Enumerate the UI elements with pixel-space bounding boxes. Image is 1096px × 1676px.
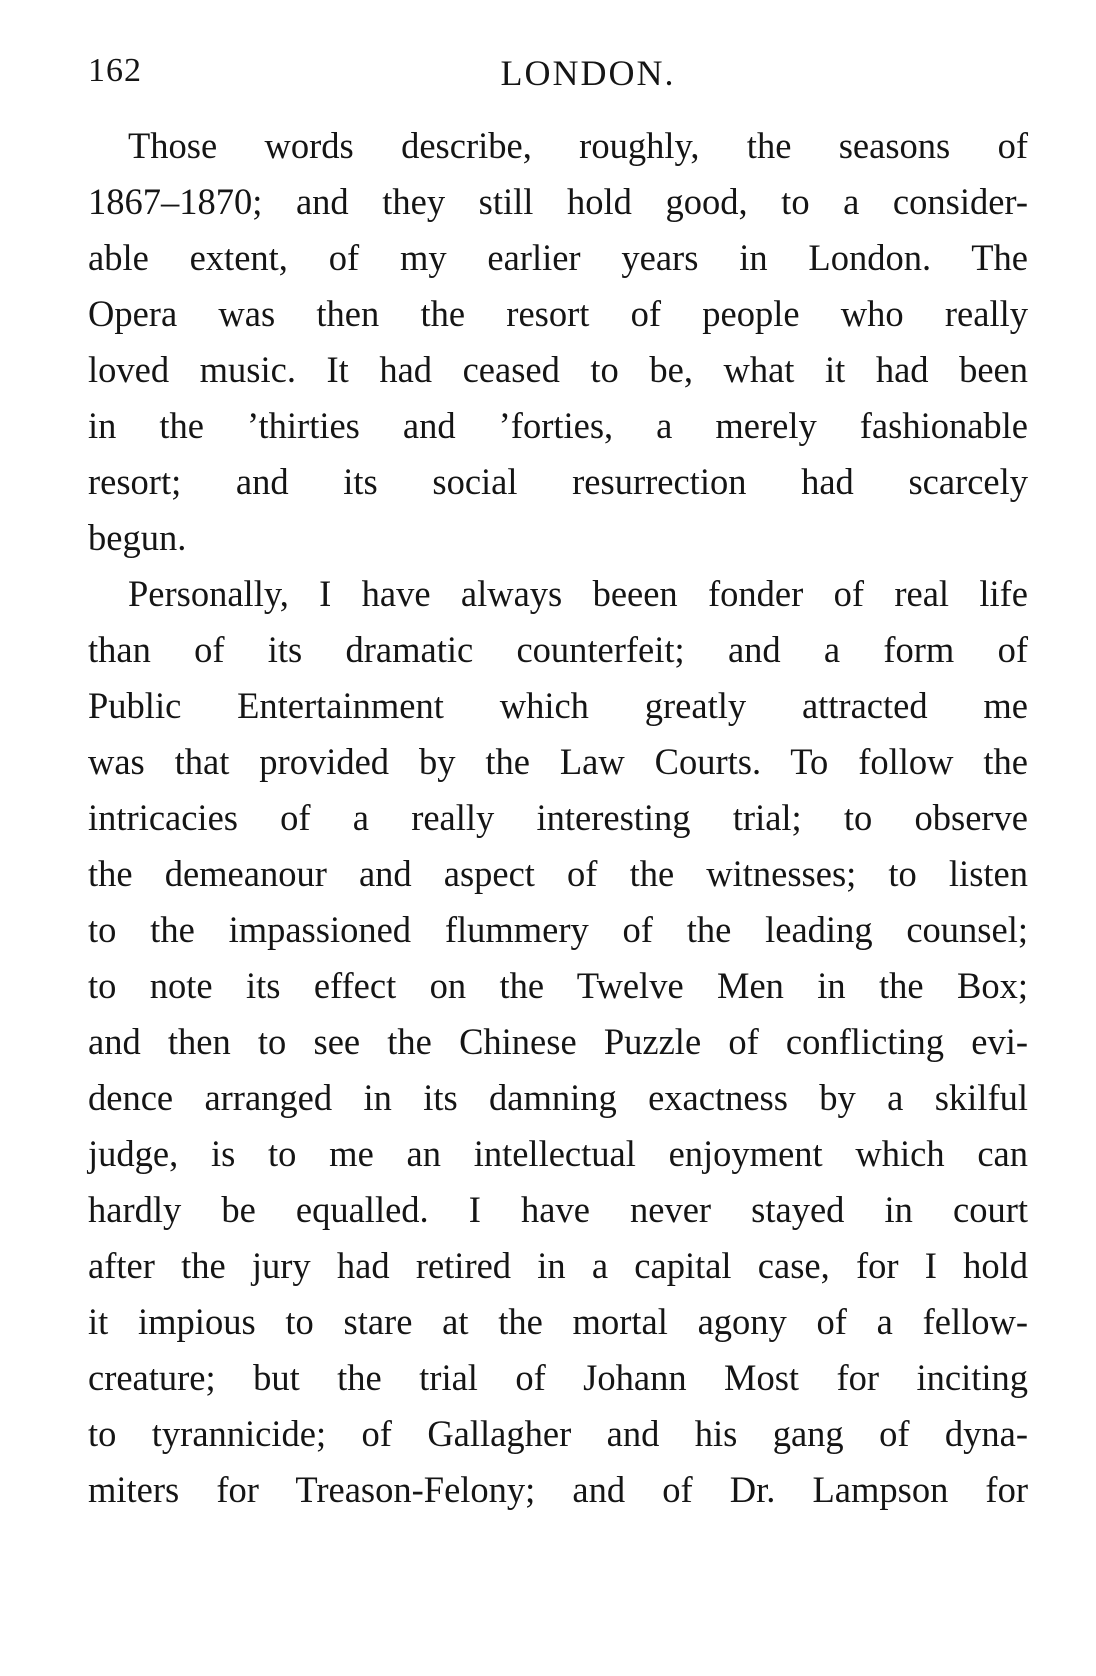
text-line: to the impassioned flummery of the leading counsel; [88,909,1028,950]
text-line: loved music. It had ceased to be, what it had been [88,349,1028,390]
text-line: 1867–1870; and they still hold good, to a consider- [88,181,1028,222]
text-line: judge, is to me an intellectual enjoyment which can [88,1133,1028,1174]
paragraph-1 [88,118,1028,566]
text-line: than of its dramatic counterfeit; and a form of [88,629,1028,670]
text-line: resort; and its social resurrection had scarcely [88,461,1028,502]
text-line: to tyrannicide; of Gallagher and his gang of dyna- [88,1413,1028,1454]
text-line: the demeanour and aspect of the witnesses; to listen [88,853,1028,894]
paragraph-2 [88,566,1028,1518]
text-line: and then to see the Chinese Puzzle of conflicting evi- [88,1021,1028,1062]
text-line: Those words describe, roughly, the seasons of [128,125,1028,166]
page-header [88,52,1048,102]
text-line: Opera was then the resort of people who really [88,293,1028,334]
text-line: was that provided by the Law Courts. To follow the [88,741,1028,782]
text-line: able extent, of my earlier years in London. The [88,237,1028,278]
text-line: hardly be equalled. I have never stayed in court [88,1189,1028,1230]
text-line: intricacies of a really interesting trial; to observe [88,797,1028,838]
text-line: creature; but the trial of Johann Most for inciting [88,1357,1028,1398]
body-text [88,118,1028,1518]
text-line: begun. [88,517,187,558]
text-line: Public Entertainment which greatly attracted me [88,685,1028,726]
text-line: to note its effect on the Twelve Men in the Box; [88,965,1028,1006]
text-line: Personally, I have always beeen fonder of real life [128,573,1028,614]
running-title: LONDON. [500,53,676,93]
text-line: after the jury had retired in a capital case, for I hold [88,1245,1028,1286]
text-line: in the ’thirties and ’forties, a merely fashionable [88,405,1028,446]
text-line: it impious to stare at the mortal agony of a fellow- [88,1301,1028,1342]
text-line: dence arranged in its damning exactness by a skilful [88,1077,1028,1118]
page-number: 162 [88,52,142,89]
text-line: miters for Treason-Felony; and of Dr. Lampson for [88,1469,1028,1510]
